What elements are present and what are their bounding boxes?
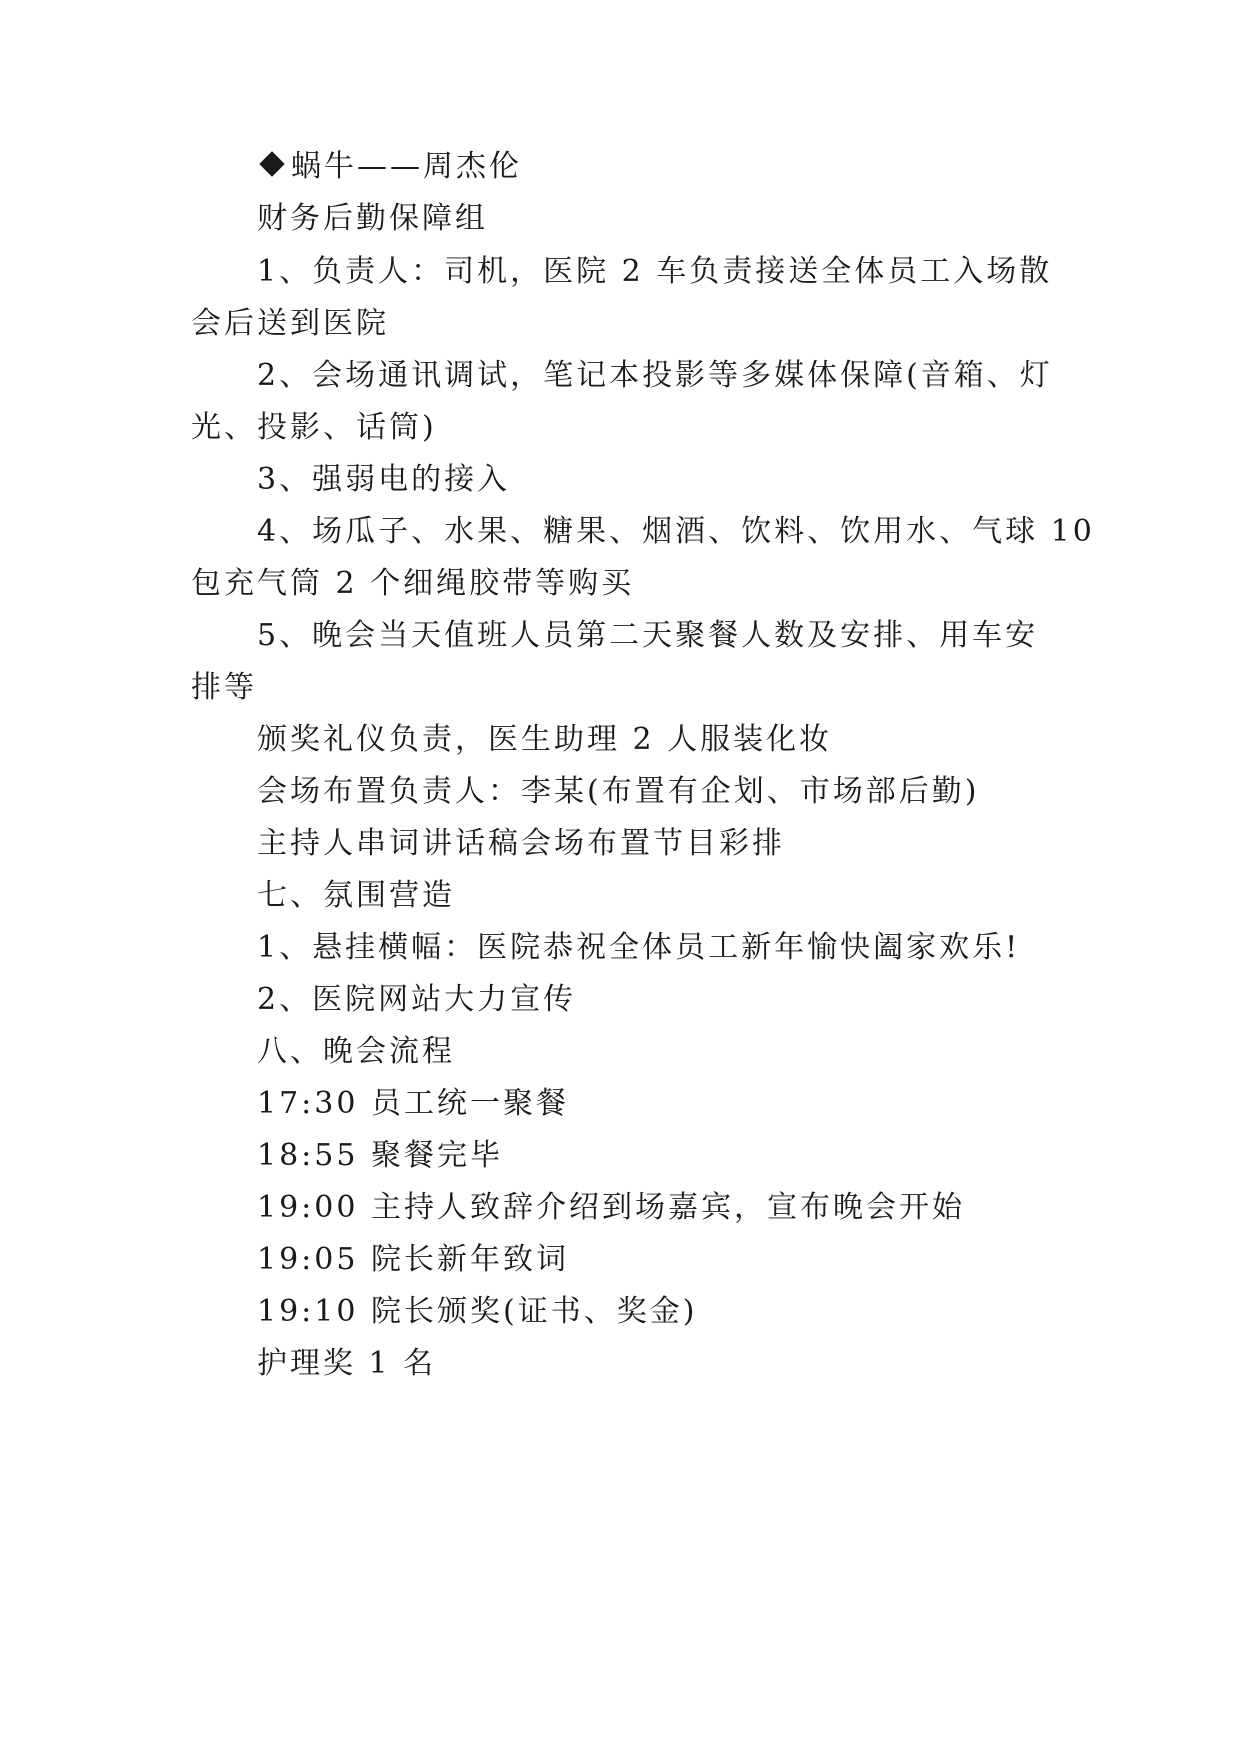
paragraph-line: 2、医院网站大力宣传 [257, 982, 577, 1017]
song-line [257, 147, 522, 187]
schedule-line: 19:10 院长颁奖(证书、奖金) [257, 1294, 698, 1329]
section-heading-logistics: 财务后勤保障组 [257, 201, 488, 236]
paragraph-line: 会后送到医院 [191, 306, 389, 341]
paragraph-line: 2、会场通讯调试，笔记本投影等多媒体保障(音箱、灯 [257, 358, 1053, 393]
song-text: 蜗牛——周杰伦 [291, 149, 522, 184]
paragraph-line: 4、场瓜子、水果、糖果、烟酒、饮料、饮用水、气球 10 [257, 514, 1095, 549]
paragraph-line: 1、悬挂横幅：医院恭祝全体员工新年愉快阖家欢乐! [257, 930, 1021, 965]
diamond-bullet-icon [259, 151, 284, 176]
paragraph-line: 包充气筒 2 个细绳胶带等购买 [191, 566, 635, 601]
paragraph-line: 会场布置负责人：李某(布置有企划、市场部后勤) [257, 774, 980, 809]
paragraph-line: 护理奖 1 名 [257, 1346, 437, 1381]
schedule-line: 19:05 院长新年致词 [257, 1242, 569, 1277]
paragraph-line: 5、晚会当天值班人员第二天聚餐人数及安排、用车安 [257, 618, 1039, 653]
paragraph-line: 3、强弱电的接入 [257, 462, 511, 497]
schedule-line: 19:00 主持人致辞介绍到场嘉宾，宣布晚会开始 [257, 1190, 965, 1225]
paragraph-line: 光、投影、话筒) [191, 410, 437, 445]
paragraph-line: 主持人串词讲话稿会场布置节目彩排 [257, 826, 785, 861]
paragraph-line: 颁奖礼仪负责，医生助理 2 人服装化妆 [257, 722, 833, 757]
paragraph-line: 1、负责人：司机，医院 2 车负责接送全体员工入场散 [257, 254, 1053, 289]
paragraph-line: 排等 [191, 670, 257, 705]
schedule-line: 18:55 聚餐完毕 [257, 1138, 503, 1173]
section-heading-program: 八、晚会流程 [257, 1034, 455, 1069]
schedule-line: 17:30 员工统一聚餐 [257, 1086, 569, 1121]
section-heading-atmosphere: 七、氛围营造 [257, 878, 455, 913]
